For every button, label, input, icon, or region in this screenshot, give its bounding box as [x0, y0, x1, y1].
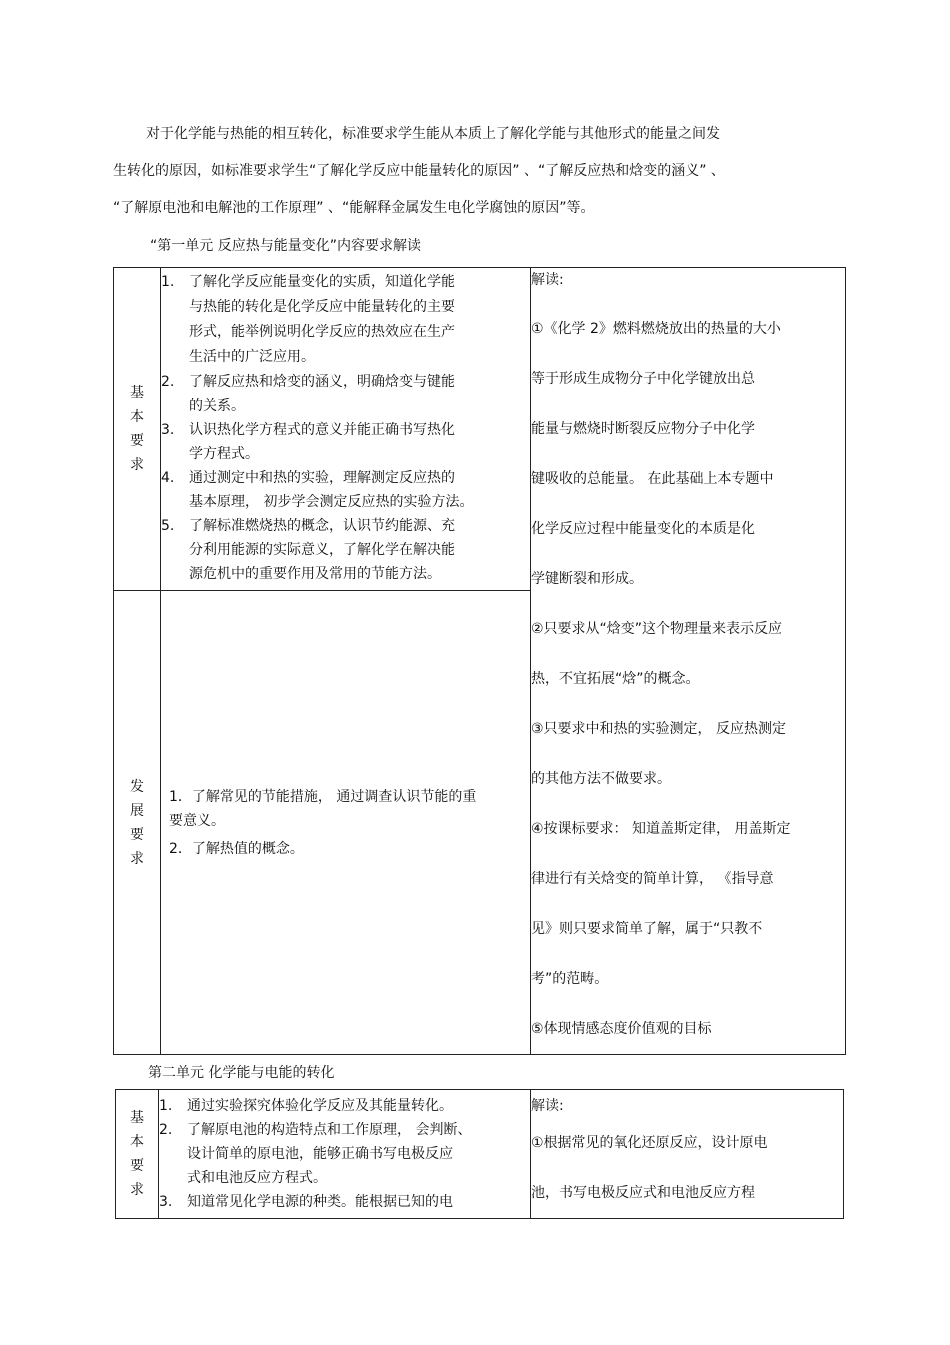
label-char: 要	[130, 826, 144, 843]
label-char: 要	[130, 1158, 144, 1174]
label-char: 要	[130, 433, 144, 449]
dev-item: 1．了解常见的节能措施， 通过调查认识节能的重 要意义。	[169, 788, 477, 829]
item-number: 1.	[161, 274, 175, 290]
interpretation-heading: 解读:	[531, 1098, 564, 1114]
unit2-basic-requirements	[159, 1090, 531, 1219]
requirement-item	[159, 1094, 530, 1118]
interpretation-item: ①根据常见的氧化还原反应，设计原电 池，书写电极反应式和电池反应方程	[531, 1135, 768, 1201]
interpretation-item: ⑤体现情感态度价值观的目标	[531, 1021, 712, 1037]
item-number: 2.	[161, 374, 175, 390]
unit1-basic-requirements	[161, 268, 531, 591]
unit2-basic-label	[116, 1090, 159, 1219]
item-number: 5.	[161, 518, 175, 534]
item-text: 了解化学反应能量变化的实质，知道化学能 与热能的转化是化学反应中能量转化的主要 形式，能举例说明化学反应的热效应在生产 生活中的广泛应用。	[189, 274, 455, 365]
item-number: 3.	[159, 1194, 173, 1210]
unit1-table	[113, 267, 846, 1055]
unit1-interpretation	[531, 268, 846, 1055]
label-char: 求	[130, 457, 144, 473]
unit1-dev-label	[114, 591, 161, 1055]
intro-line-1: 对于化学能与热能的相互转化，标准要求学生能从本质上了解化学能与其他形式的能量之间发	[146, 126, 720, 142]
unit1-basic-label	[114, 268, 161, 591]
interpretation-item: ②只要求从“焓变”这个物理量来表示反应 热，不宜拓展“焓”的概念。	[531, 621, 783, 687]
item-text: 知道常见化学电源的种类。能根据已知的电	[187, 1194, 453, 1210]
item-text: 了解原电池的构造特点和工作原理， 会判断、 设计简单的原电池，能够正确书写电极反应 式和电池反应方程式。	[187, 1122, 472, 1186]
label-char: 基	[130, 1110, 144, 1126]
requirement-item	[161, 418, 530, 466]
label-char: 求	[130, 1182, 144, 1198]
interpretation-heading: 解读:	[531, 272, 564, 288]
dev-item: 2．了解热值的概念。	[169, 840, 304, 857]
intro-line-2: 生转化的原因，如标准要求学生“了解化学反应中能量转化的原因” 、“了解反应热和焓变的涵义” 、	[113, 163, 725, 179]
label-char: 本	[130, 409, 144, 425]
requirement-item	[161, 514, 530, 586]
item-text: 通过实验探究体验化学反应及其能量转化。	[187, 1098, 453, 1114]
requirement-item	[161, 370, 530, 418]
item-number: 1.	[159, 1098, 173, 1114]
requirement-item	[161, 270, 530, 370]
requirement-item	[159, 1190, 530, 1214]
item-text: 了解反应热和焓变的涵义，明确焓变与键能 的关系。	[189, 374, 455, 414]
unit2-title: 第二单元 化学能与电能的转化	[148, 1065, 335, 1081]
interpretation-item: ③只要求中和热的实验测定， 反应热测定 的其他方法不做要求。	[531, 721, 786, 787]
intro-line-3: “了解原电池和电解池的工作原理” 、“能解释金属发生电化学腐蚀的原因”等。	[113, 200, 595, 216]
item-number: 2.	[159, 1122, 173, 1138]
item-text: 认识热化学方程式的意义并能正确书写热化 学方程式。	[189, 422, 455, 462]
label-char: 本	[130, 1134, 144, 1150]
item-text: 通过测定中和热的实验，理解测定反应热的 基本原理， 初步学会测定反应热的实验方法。	[189, 470, 474, 510]
item-number: 3.	[161, 422, 175, 438]
label-char: 发	[130, 778, 144, 795]
label-char: 求	[130, 850, 144, 867]
requirement-item	[161, 466, 530, 514]
unit1-title: “第一单元 反应热与能量变化”内容要求解读	[150, 238, 421, 254]
label-char: 展	[130, 802, 144, 819]
unit1-dev-requirements	[161, 591, 531, 1055]
label-char: 基	[130, 385, 144, 401]
item-number: 4.	[161, 470, 175, 486]
unit2-interpretation	[531, 1090, 844, 1219]
item-text: 了解标准燃烧热的概念，认识节约能源、充 分利用能源的实际意义，了解化学在解决能 源危机中的重要作用及常用的节能方法。	[189, 518, 455, 582]
interpretation-item: ①《化学 2》燃料燃烧放出的热量的大小 等于形成生成物分子中化学键放出总 能量与燃烧时断裂反应物分子中化学 键吸收的总能量。 在此基础上本专题中 化学反应过程中能量变化的本质是化 学键断裂和形成。	[531, 321, 781, 587]
interpretation-item: ④按课标要求： 知道盖斯定律， 用盖斯定 律进行有关焓变的简单计算， 《指导意 见》则只要求简单了解，属于“只教不 考”的范畴。	[531, 821, 791, 987]
requirement-item	[159, 1118, 530, 1190]
unit2-table	[115, 1089, 844, 1219]
